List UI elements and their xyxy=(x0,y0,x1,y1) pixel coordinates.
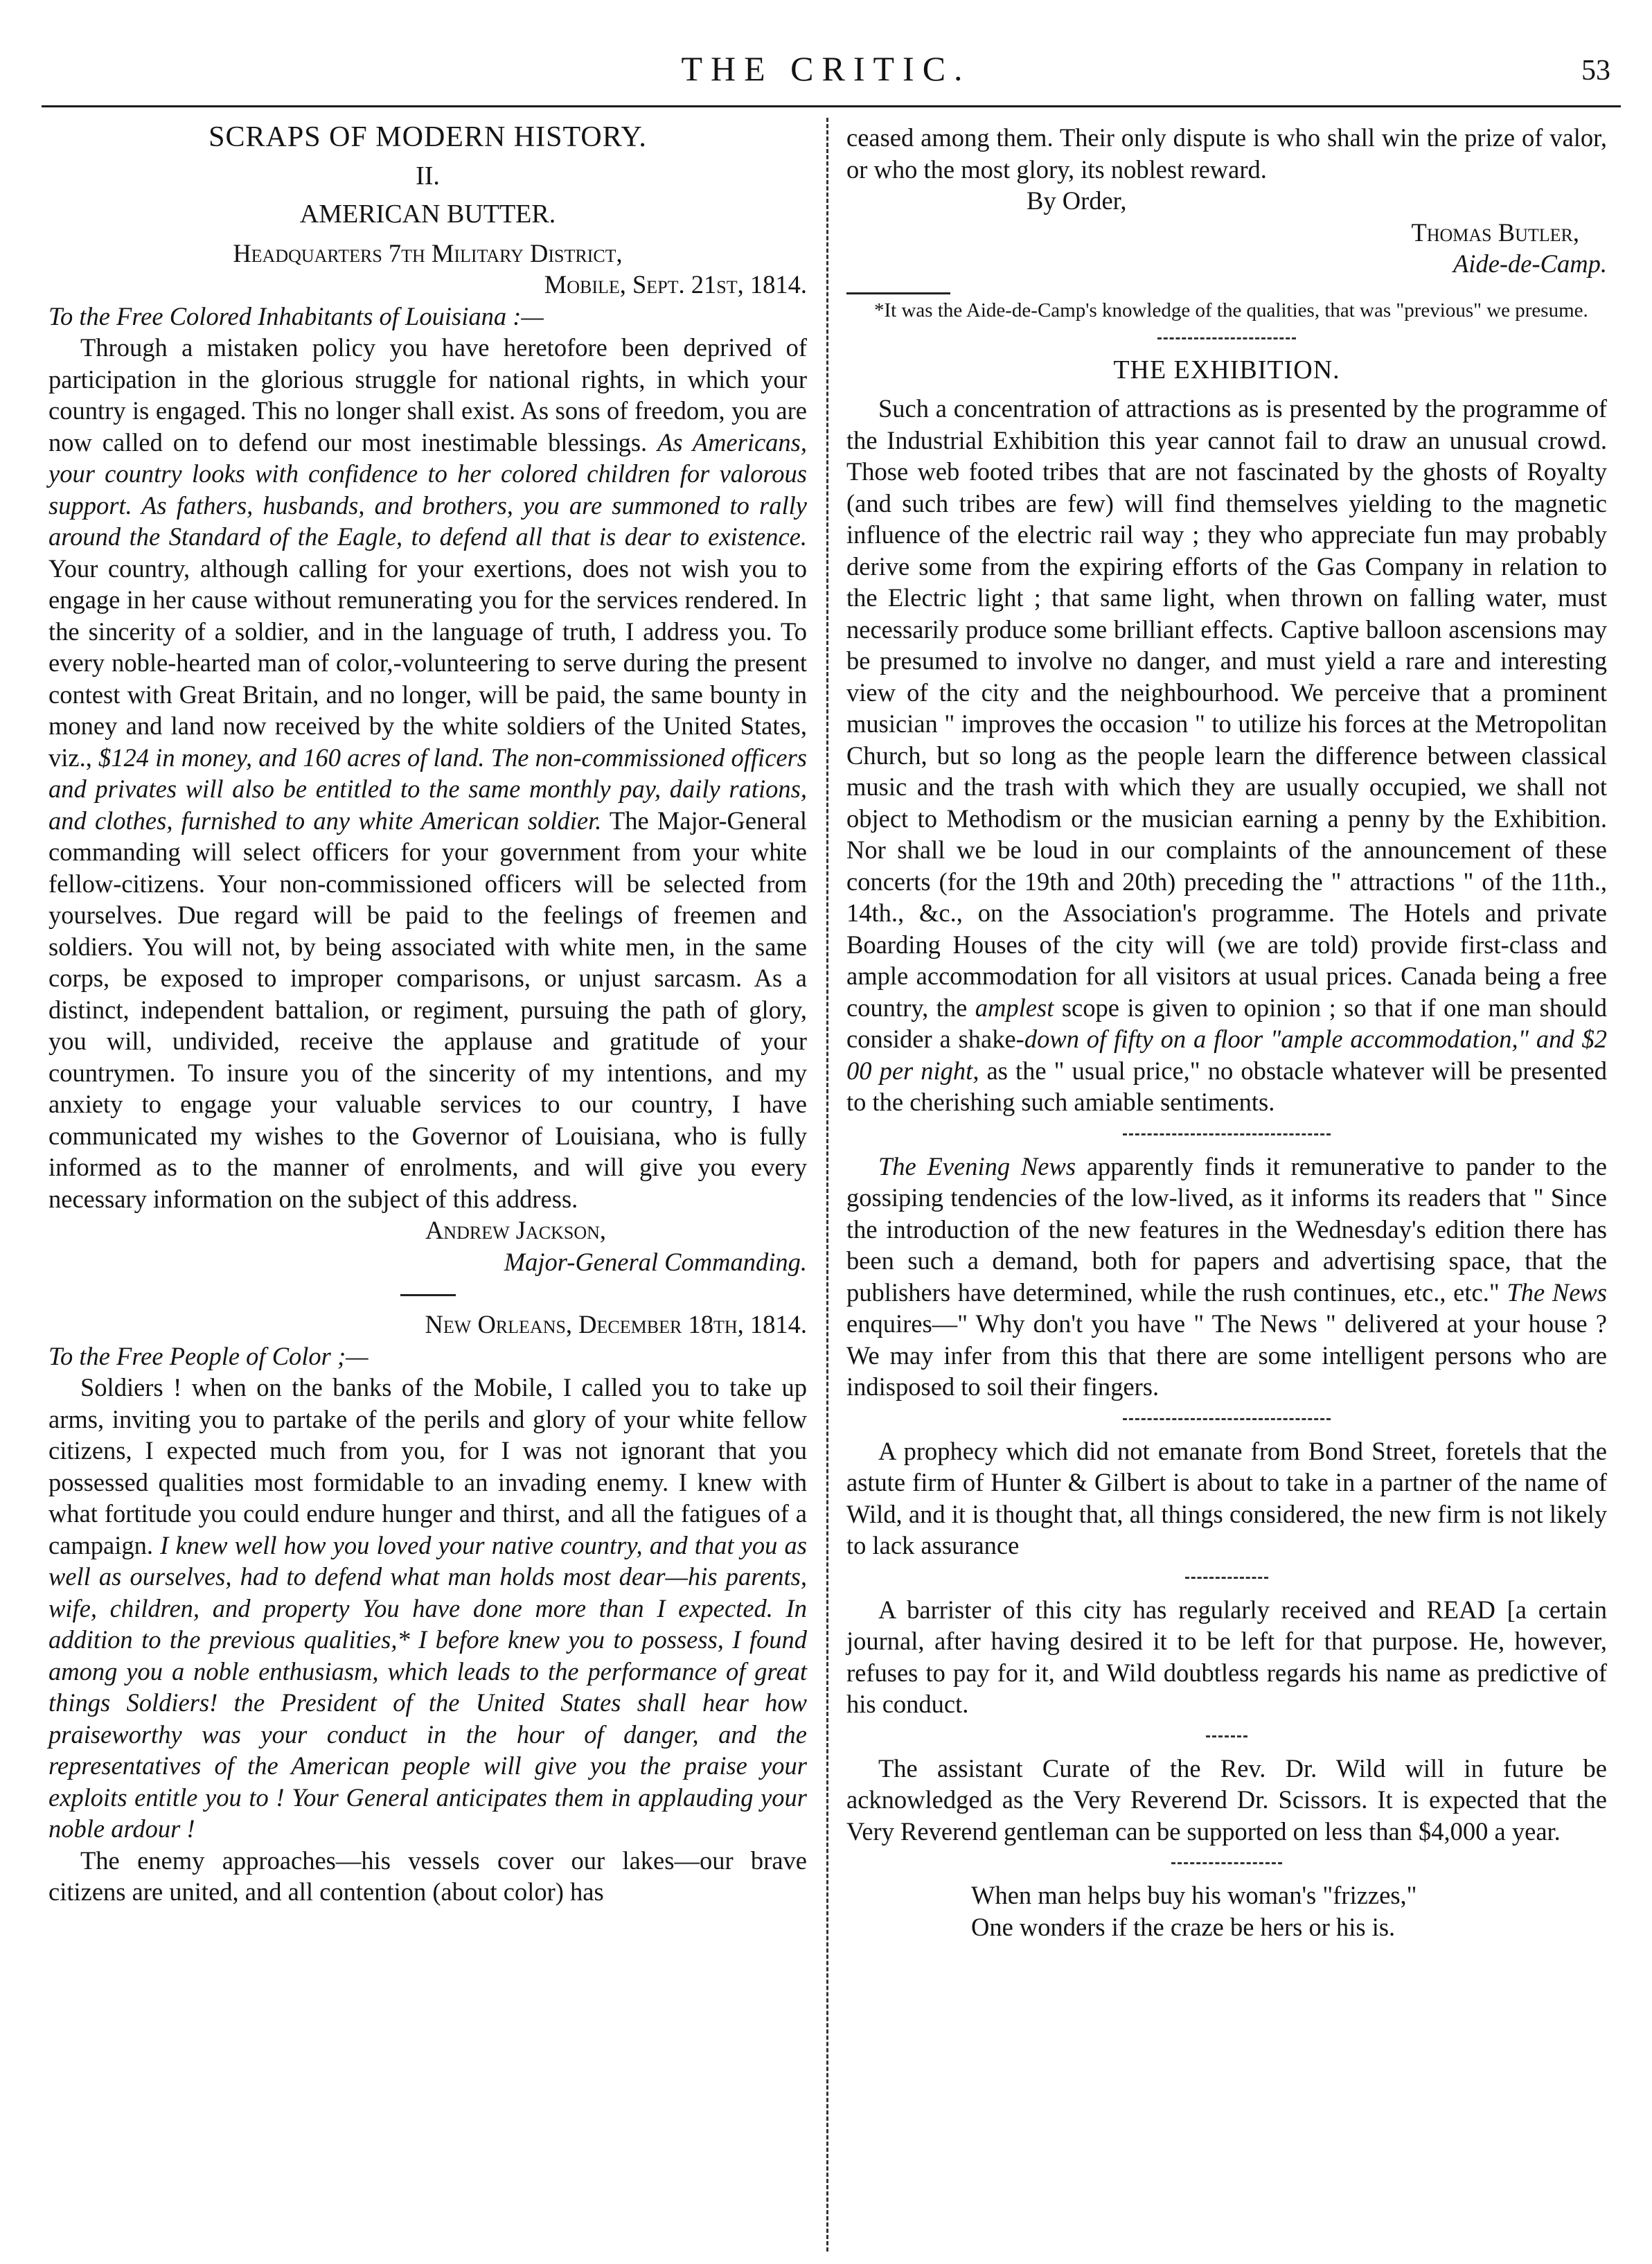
page-number: 53 xyxy=(1581,55,1610,87)
signer-title: Aide-de-Camp. xyxy=(1453,249,1607,278)
column-divider xyxy=(826,118,828,2252)
prophecy-paragraph: A prophecy which did not emanate from Bond Street, foretels that the astute firm of Hunter & Gilbert is about to take in a partner of the name of Wild, and it is thought that, all things considered, the new firm is not likely to lack assurance xyxy=(846,1436,1607,1559)
masthead: THE CRITIC. xyxy=(681,49,971,88)
salutation-free-people: To the Free People of Color ;— xyxy=(48,1341,368,1370)
signature-row xyxy=(48,1214,807,1246)
italic-text-run: The News xyxy=(1507,1277,1607,1307)
verse-line-1: When man helps buy his woman's "frizzes," xyxy=(971,1881,1417,1909)
header-rule xyxy=(42,105,1621,107)
text-run: Through a mistaken policy you have heretofore been deprived of participation in the glorious struggle for national rights, in which your country is engaged. This no longer shall exist. As sons of freedom, you are now called on to defend our most inestimable blessings. xyxy=(48,333,807,457)
curate-paragraph: The assistant Curate of the Rev. Dr. Wild will in future be acknowledged as the Very Reverend Dr. Scissors. It is expected that the Very Reverend gentleman can be supported on less than $4,000 a year. xyxy=(846,1753,1607,1846)
italic-text-run: down of fifty on a floor "ample accommodation," and $2 00 per night, xyxy=(846,1025,1607,1085)
article-title: SCRAPS OF MODERN HISTORY. xyxy=(208,121,647,153)
evening-news-paragraph xyxy=(846,1151,1607,1403)
italic-text-run: I knew well how you loved your native country, and that you as well as ourselves, had to defend what man holds most dear—his parents, wife, children, and property You have done more than I expected. In addition to the previous qualities,* I before knew you to possess, I found among you a noble enthusiasm, which leads to the performance of great things Soldiers! the President of the United States shall hear how praiseworthy was your conduct in the hour of danger, and the representatives of the American people will give you the praise your exploits entitle you to ! Your General anticipates them in applauding your noble ardour ! xyxy=(48,1530,807,1843)
text-run: scope is given to opinion ; so that if one man should consider a shake- xyxy=(846,993,1607,1053)
section-separator xyxy=(1171,1862,1282,1864)
footnote: *It was the Aide-de-Camp's knowledge of the qualities, that was "previous" we presume. xyxy=(874,299,1588,321)
text-run: apparently finds it remunerative to pander to the gossiping tendencies of the low-lived, as it informs its readers that " Since the introduction of the new features in the Wednesday's edition there has been such a demand, both for papers and advertising space, that the publishers have determined, while the rush continues, etc., etc." xyxy=(846,1151,1607,1307)
italic-text-run: $124 in money, and 160 acres of land. The non-commissioned officers and privates will also be entitled to the same monthly pay, daily rations, and clothes, furnished to any white American soldier. xyxy=(48,743,807,835)
dateline-new-orleans: New Orleans, December 18th, 1814. xyxy=(425,1310,807,1338)
article-subtitle: AMERICAN BUTTER. xyxy=(299,200,556,229)
by-order-line: By Order, xyxy=(1027,186,1127,215)
proclamation-paragraph xyxy=(48,332,807,1214)
section-separator xyxy=(1157,337,1296,339)
address-paragraph xyxy=(48,1372,807,1845)
text-run: Soldiers ! when on the banks of the Mobile, I called you to take up arms, inviting you to partake of the perils and glory of your white fellow citizens, I expected much from you, for I was not ignorant that you possessed qualities most formidable to an invading enemy. I knew with what fortitude you could endure hunger and thirst, and all the fatigues of a campaign. xyxy=(48,1373,807,1559)
left-column xyxy=(48,122,807,1908)
running-head xyxy=(0,48,1652,97)
exhibition-paragraph xyxy=(846,393,1607,1118)
text-run: as the " usual price," no obstacle whatever will be presented to the cherishing such amiable sentiments. xyxy=(846,1056,1608,1116)
signature-name: Andrew Jackson, xyxy=(425,1216,606,1244)
signature-title: Major-General Commanding. xyxy=(504,1247,807,1276)
right-column xyxy=(846,122,1607,1943)
section-separator xyxy=(1123,1133,1331,1135)
exhibition-title: THE EXHIBITION. xyxy=(1113,355,1340,384)
section-separator xyxy=(1185,1577,1268,1579)
article-part: II. xyxy=(416,161,440,191)
closing-paragraph: The enemy approaches—his vessels cover our lakes—our brave citizens are united, and all contention (about color) has xyxy=(48,1846,807,1906)
continuation-paragraph: ceased among them. Their only dispute is who shall win the prize of valor, or who the most glory, its noblest reward. xyxy=(846,123,1607,184)
footnote-rule xyxy=(846,292,950,294)
verse-line-2: One wonders if the craze be hers or his is. xyxy=(971,1912,1396,1941)
dateline-mobile: Mobile, Sept. 21st, 1814. xyxy=(544,270,807,299)
signer-name: Thomas Butler, xyxy=(1411,218,1579,247)
section-separator xyxy=(1123,1418,1331,1420)
text-run: Such a concentration of attractions as is presented by the programme of the Industrial Exhibition this year cannot fail to draw an unusual crowd. Those web footed tribes that are not fascinated by the ghosts of Royalty (and such tribes are few) will find themselves yielding to the magnetic influence of the electric rail way ; they who appreciate fun may probably derive some from the expiring efforts of the Gas Company in relation to the Electric light ; that same light, when thrown on falling water, must necessarily produce some brilliant effects. Captive balloon ascensions may be presumed to involve no danger, and must yield a rare and interesting view of the city and the neighbourhood. We perceive that a prominent musician " improves the occasion " to utilize his forces at the Metropolitan Church, but so long as the people learn the difference between classical music and the trash with which they are usually occupied, we shall not object to Methodism or the musician earning a penny by the Exhibition. Nor shall we be loud in our complaints of the announcement of these concerts (for the 19th and 20th) preceding the " attractions " of the 11th., 14th., &c., on the Association's programme. The Hotels and private Boarding Houses of the city will (we are told) provide first-class and ample accommodation for all visitors at usual prices. Canada being a free country, the xyxy=(846,394,1607,1022)
italic-text-run: The Evening News xyxy=(878,1151,1076,1180)
italic-text-run: amplest xyxy=(975,993,1054,1022)
section-separator xyxy=(1206,1735,1247,1737)
headquarters-line: Headquarters 7th Military District, xyxy=(233,238,623,267)
italic-text-run: As Americans, your country looks with confidence to her colored children for valorous support. As fathers, husbands, and brothers, you are summoned to rally around the Standard of the Eagle, to defend all that is dear to existence. xyxy=(48,427,808,551)
salutation-louisiana: To the Free Colored Inhabitants of Louisiana :— xyxy=(48,301,544,330)
text-run: enquires—" Why don't you have " The News " delivered at your house ? We may infer from this that there are some intelligent persons who are indisposed to soil their fingers. xyxy=(846,1309,1607,1401)
barrister-paragraph: A barrister of this city has regularly received and READ [a certain journal, after having desired it to be left for that purpose. He, however, refuses to pay for it, and Wild doubtless regards his name as predictive of his conduct. xyxy=(846,1595,1607,1718)
section-rule xyxy=(400,1294,456,1296)
text-run: The Major-General commanding will select officers for your government from your white fellow-citizens. Your non-commissioned officers will be selected from yourselves. Due regard will be paid to the feelings of freemen and soldiers. You will not, by being associated with white men, in the same corps, be exposed to improper comparisons, or unjust sarcasm. As a distinct, independent battalion, or regiment, pursuing the path of glory, you will, undivided, receive the applause and gratitude of your countrymen. To insure you of the sincerity of my intentions, and my anxiety to engage your valuable services to our country, I have communicated my wishes to the Governor of Louisiana, who is fully informed as to the manner of enrolments, and will give you every necessary information on the subject of this address. xyxy=(48,806,807,1213)
text-run: Your country, although calling for your exertions, does not wish you to engage in her cause without remunerating you for the services rendered. In the sincerity of a soldier, and in the language of truth, I address you. To every noble-hearted man of color,-volunteering to serve during the present contest with Great Britain, and no longer, will be paid, the same bounty in money and land now received by the white soldiers of the United States, viz., xyxy=(48,554,807,772)
